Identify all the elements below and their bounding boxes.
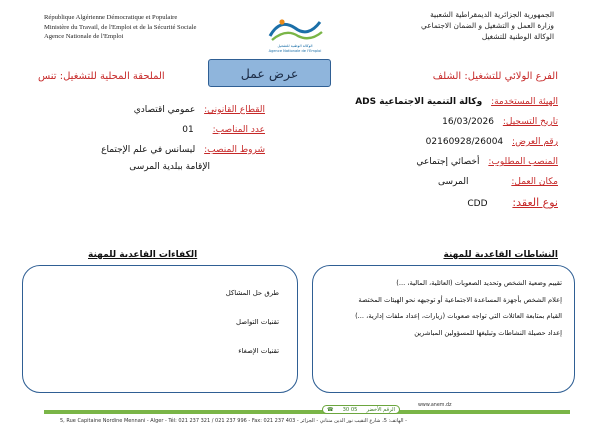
local-office: الملحقة المحلية للتشغيل: تنس xyxy=(38,71,165,82)
activities-box xyxy=(312,265,575,393)
registration-date-value: 16/03/2026 xyxy=(442,117,494,127)
conditions-label: شروط المنصب: xyxy=(204,145,265,155)
contract-type-label: نوع العقد: xyxy=(512,196,558,209)
legal-sector-value: عمومي اقتصادي xyxy=(133,105,196,115)
anem-logo xyxy=(262,14,328,58)
offer-number-label: رقم العرض: xyxy=(512,137,558,147)
header-ar-line: الوكالة الوطنية للتشغيل xyxy=(481,32,554,41)
offer-number-value: 02160928/26004 xyxy=(425,137,504,147)
positions-count-value: 01 xyxy=(182,125,194,135)
green-number-label: الرقم الأخضر xyxy=(366,406,395,413)
legal-sector-label: القطاع القانوني: xyxy=(204,105,265,115)
workplace-label: مكان العمل: xyxy=(511,177,558,187)
green-number-badge xyxy=(322,405,400,414)
offer-details-right xyxy=(298,96,558,216)
position-label: المنصب المطلوب: xyxy=(488,157,558,167)
logo-caption-fr: Agence Nationale de l'Emploi xyxy=(268,49,322,53)
contract-type-value: CDD xyxy=(467,199,488,209)
branch-office: الفرع الولائي للتشغيل: الشلف xyxy=(432,71,558,82)
employer-row xyxy=(298,96,558,116)
footer-stripe xyxy=(44,410,570,414)
page-title: عرض عمل xyxy=(208,59,331,87)
activity-item: إعداد حصيلة النشاطات وتبليغها للمسؤولين المباشرين xyxy=(414,328,562,337)
competences-box xyxy=(22,265,298,393)
registration-date-row xyxy=(298,116,558,136)
employer-value: وكالة التنمية الاجتماعية ADS xyxy=(355,97,483,107)
registration-date-label: تاريخ التسجيل: xyxy=(502,117,558,127)
header-ar-line: الجمهورية الجزائرية الديمقراطية الشعبية xyxy=(430,10,554,19)
header-fr-line: République Algérienne Démocratique et Populaire xyxy=(44,14,178,21)
competence-item: تقنيات الإصغاء xyxy=(238,347,279,355)
workplace-value: المرسى xyxy=(438,177,469,187)
contract-type-row xyxy=(298,196,558,216)
employer-label: الهيئة المستخدمة: xyxy=(491,97,558,107)
green-number-value: 30 05 xyxy=(342,406,358,413)
activity-item: تقييم وضعية الشخص وتحديد الصعوبات (العائلية، المالية، ...) xyxy=(396,279,562,287)
position-value: أخصائي إجتماعي xyxy=(416,157,480,167)
activity-item: إعلام الشخص بأجهزة المساعدة الاجتماعية أو توجيهه نحو الهيئات المختصة xyxy=(358,295,562,304)
header-fr-line: Agence Nationale de l'Emploi xyxy=(44,33,124,41)
conditions-extra: الإقامة ببلدية المرسى xyxy=(129,162,210,172)
competence-item: طرق حل المشاكل xyxy=(225,289,279,297)
header-french xyxy=(44,13,249,42)
competences-title: الكفاءات القاعدية للمهنة xyxy=(88,250,198,260)
activities-title: النشاطات القاعدية للمهنة xyxy=(443,250,558,260)
logo-caption-ar: الوكالة الوطنية للتشغيل xyxy=(277,44,313,48)
legal-sector-row xyxy=(35,104,265,124)
positions-count-row xyxy=(35,124,265,144)
competence-item: تقنيات التواصل xyxy=(236,318,279,326)
footer-address: 5, Rue Capitaine Nordine Mennani - Alger - Tél: 021 237 321 / 021 237 996 - Fax: 021 237 403 - الهاتف: 5، شارع النقيب نور الدين منناني - الجزائر - xyxy=(60,418,407,424)
offer-details-left xyxy=(35,104,265,174)
offer-number-row xyxy=(298,136,558,156)
header-arabic xyxy=(324,9,554,42)
workplace-row xyxy=(298,176,558,196)
website-link[interactable]: www.anem.dz xyxy=(418,403,452,408)
header-fr-line: Ministère du Travail, de l'Emploi et de la Sécurité Sociale xyxy=(44,23,197,31)
phone-icon: ☎ xyxy=(327,406,334,413)
header-ar-line: وزارة العمل و التشغيل و الضمان الاجتماعي xyxy=(421,21,554,30)
activity-item: القيام بمتابعة العائلات التي تواجه صعوبات (زيارات، إعداد ملفات إدارية، ...) xyxy=(355,312,562,320)
position-row xyxy=(298,156,558,176)
anem-logo-icon xyxy=(262,14,328,44)
positions-count-label: عدد المناصب: xyxy=(212,125,265,135)
conditions-value: ليسانس في علم الإجتماع xyxy=(101,145,196,155)
